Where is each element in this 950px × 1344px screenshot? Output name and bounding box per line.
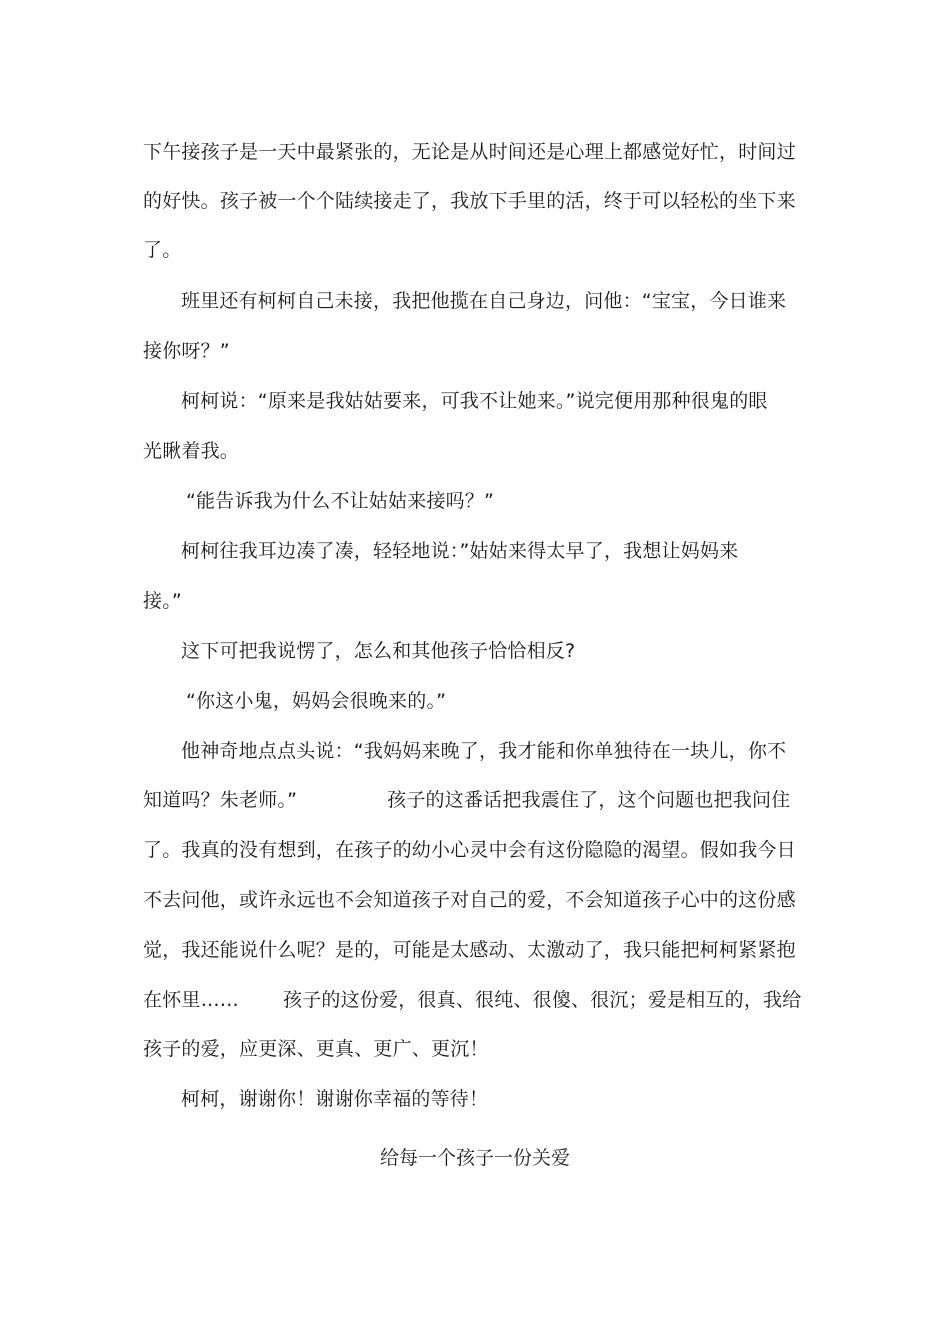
paragraph-8-line-6 <box>143 985 813 1015</box>
paragraph-5-line-2: 接。” <box>143 590 182 612</box>
paragraph-8-line-4: 不去问他，或许永远也不会知道孩子对自己的爱，不会知道孩子心中的这份感 <box>143 889 796 911</box>
section-title: 给每一个孩子一份关爱 <box>379 1147 570 1169</box>
paragraph-1-line-1: 下午接孩子是一天中最紧张的，无论是从时间还是心理上都感觉好忙，时间过 <box>143 141 796 163</box>
paragraph-8-line-5: 觉，我还能说什么呢？是的，可能是太感动、太激动了，我只能把柯柯紧紧抱 <box>143 939 796 961</box>
paragraph-1-line-2: 的好快。孩子被一个个陆续接走了，我放下手里的活，终于可以轻松的坐下来 <box>143 190 796 212</box>
paragraph-3-line-2: 光瞅着我。 <box>143 440 240 462</box>
paragraph-9-line-1: 柯柯，谢谢你！谢谢你幸福的等待！ <box>181 1088 489 1110</box>
paragraph-8-line-6-part-a: 在怀里…… <box>143 989 240 1011</box>
paragraph-8-line-7: 孩子的爱，应更深、更真、更广、更沉！ <box>143 1038 489 1060</box>
paragraph-2-line-2: 接你呀？” <box>143 340 230 362</box>
paragraph-3-line-1: 柯柯说：“原来是我姑姑要来，可我不让她来。”说完便用那种很鬼的眼 <box>181 390 768 412</box>
paragraph-8-line-1: 他神奇地点点头说：“我妈妈来晚了，我才能和你单独待在一块儿，你不 <box>181 740 787 762</box>
paragraph-8-line-3: 了。我真的没有想到，在孩子的幼小心灵中会有这份隐隐的渴望。假如我今日 <box>143 839 796 861</box>
paragraph-2-line-1: 班里还有柯柯自己未接，我把他揽在自己身边，问他：“宝宝，今日谁来 <box>181 290 787 312</box>
paragraph-8-line-2-part-a: 知道吗？朱老师。” <box>143 789 298 811</box>
paragraph-8-line-2-part-b: 孩子的这番话把我震住了，这个问题也把我问住 <box>387 789 791 811</box>
paragraph-1-line-3: 了。 <box>143 239 182 261</box>
paragraph-5-line-1: 柯柯往我耳边凑了凑，轻轻地说：”姑姑来得太早了，我想让妈妈来 <box>181 540 739 562</box>
paragraph-4-line-1: “能告诉我为什么不让姑姑来接吗？” <box>186 490 495 512</box>
paragraph-6-line-1: 这下可把我说愣了，怎么和其他孩子恰恰相反? <box>181 640 576 662</box>
paragraph-8-line-6-part-b: 孩子的这份爱，很真、很纯、很傻、很沉；爱是相互的，我给 <box>283 989 802 1011</box>
paragraph-7-line-1: “你这小鬼，妈妈会很晚来的。” <box>186 690 447 712</box>
paragraph-8-line-2 <box>143 785 813 815</box>
